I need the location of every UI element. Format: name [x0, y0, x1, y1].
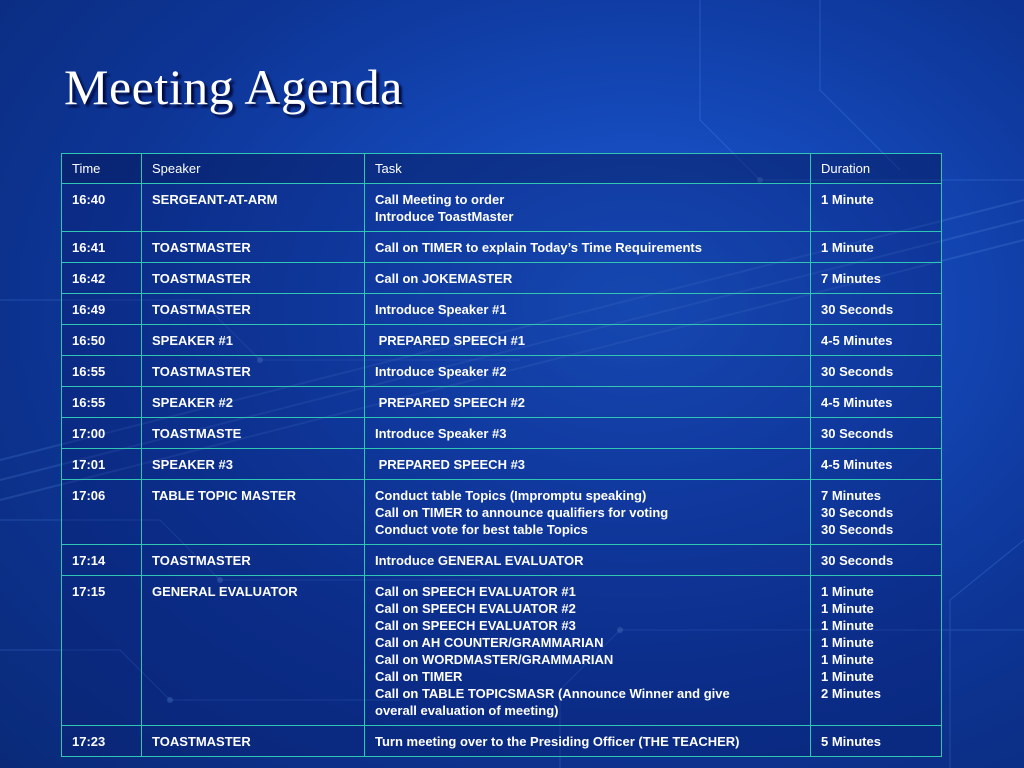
cell-task — [365, 726, 811, 757]
table-row — [62, 726, 942, 757]
table-row — [62, 480, 942, 545]
cell-duration — [811, 418, 942, 449]
duration-line: 30 Seconds — [821, 426, 894, 441]
duration-line: 7 Minutes — [821, 488, 881, 503]
cell-duration — [811, 545, 942, 576]
task-line: Call Meeting to order — [375, 192, 505, 207]
task-line: Introduce ToastMaster — [375, 209, 514, 224]
cell-speaker: SPEAKER #1 — [142, 325, 365, 356]
cell-duration — [811, 232, 942, 263]
cell-time: 16:50 — [62, 325, 142, 356]
duration-line: 30 Seconds — [821, 553, 894, 568]
cell-speaker: TOASTMASTER — [142, 726, 365, 757]
cell-duration — [811, 356, 942, 387]
task-line: Introduce GENERAL EVALUATOR — [375, 553, 584, 568]
duration-line: 1 Minute — [821, 601, 874, 616]
table-row — [62, 576, 942, 726]
duration-line: 1 Minute — [821, 618, 874, 633]
cell-time: 16:55 — [62, 356, 142, 387]
agenda-table — [61, 153, 942, 757]
cell-speaker: TOASTMASTER — [142, 294, 365, 325]
task-line: Call on TIMER to explain Today’s Time Requirements — [375, 240, 702, 255]
duration-line: 5 Minutes — [821, 734, 881, 749]
cell-speaker: SPEAKER #2 — [142, 387, 365, 418]
column-header-speaker: Speaker — [142, 154, 365, 184]
task-line: Turn meeting over to the Presiding Officer (THE TEACHER) — [375, 734, 740, 749]
task-line: PREPARED SPEECH #2 — [375, 395, 526, 410]
cell-time: 16:42 — [62, 263, 142, 294]
duration-line: 1 Minute — [821, 635, 874, 650]
cell-speaker: GENERAL EVALUATOR — [142, 576, 365, 726]
duration-line: 1 Minute — [821, 192, 874, 207]
task-line: Call on SPEECH EVALUATOR #2 — [375, 601, 576, 616]
task-line: Introduce Speaker #3 — [375, 426, 507, 441]
duration-line: 4-5 Minutes — [821, 333, 893, 348]
duration-line: 1 Minute — [821, 584, 874, 599]
task-line: Call on JOKEMASTER — [375, 271, 513, 286]
cell-duration — [811, 449, 942, 480]
task-line: Conduct vote for best table Topics — [375, 522, 588, 537]
column-header-duration: Duration — [811, 154, 942, 184]
cell-time: 16:55 — [62, 387, 142, 418]
duration-line: 2 Minutes — [821, 686, 881, 701]
task-line: Call on WORDMASTER/GRAMMARIAN — [375, 652, 614, 667]
cell-time: 17:06 — [62, 480, 142, 545]
cell-task — [365, 184, 811, 232]
task-line: overall evaluation of meeting) — [375, 703, 559, 718]
cell-task — [365, 325, 811, 356]
cell-task — [365, 387, 811, 418]
cell-duration — [811, 184, 942, 232]
table-header-row — [62, 154, 942, 184]
cell-speaker: SERGEANT-AT-ARM — [142, 184, 365, 232]
cell-duration — [811, 325, 942, 356]
cell-duration — [811, 263, 942, 294]
task-line: Introduce Speaker #1 — [375, 302, 507, 317]
table-row — [62, 184, 942, 232]
task-line: Call on TIMER to announce qualifiers for voting — [375, 505, 669, 520]
table-row — [62, 545, 942, 576]
cell-task — [365, 576, 811, 726]
cell-task — [365, 232, 811, 263]
cell-speaker: SPEAKER #3 — [142, 449, 365, 480]
task-line: Call on SPEECH EVALUATOR #3 — [375, 618, 576, 633]
cell-duration — [811, 480, 942, 545]
cell-speaker: TOASTMASTER — [142, 232, 365, 263]
duration-line: 30 Seconds — [821, 505, 894, 520]
column-header-time: Time — [62, 154, 142, 184]
cell-task — [365, 449, 811, 480]
cell-duration — [811, 576, 942, 726]
table-row — [62, 387, 942, 418]
task-line: Call on SPEECH EVALUATOR #1 — [375, 584, 576, 599]
task-line: Introduce Speaker #2 — [375, 364, 507, 379]
table-row — [62, 232, 942, 263]
cell-task — [365, 418, 811, 449]
agenda-table-body — [62, 184, 942, 757]
cell-time: 17:14 — [62, 545, 142, 576]
duration-line: 1 Minute — [821, 669, 874, 684]
cell-time: 16:49 — [62, 294, 142, 325]
cell-speaker: TOASTMASTE — [142, 418, 365, 449]
cell-speaker: TABLE TOPIC MASTER — [142, 480, 365, 545]
cell-duration — [811, 387, 942, 418]
cell-time: 16:41 — [62, 232, 142, 263]
table-row — [62, 449, 942, 480]
duration-line: 1 Minute — [821, 652, 874, 667]
table-row — [62, 356, 942, 387]
task-line: PREPARED SPEECH #1 — [375, 333, 526, 348]
page-title: Meeting Agenda — [64, 59, 403, 115]
cell-time: 17:01 — [62, 449, 142, 480]
cell-time: 17:23 — [62, 726, 142, 757]
cell-task — [365, 480, 811, 545]
cell-speaker: TOASTMASTER — [142, 263, 365, 294]
duration-line: 30 Seconds — [821, 522, 894, 537]
cell-time: 17:00 — [62, 418, 142, 449]
table-row — [62, 418, 942, 449]
table-row — [62, 294, 942, 325]
task-line: Call on AH COUNTER/GRAMMARIAN — [375, 635, 604, 650]
duration-line: 30 Seconds — [821, 302, 894, 317]
cell-time: 17:15 — [62, 576, 142, 726]
column-header-task: Task — [365, 154, 811, 184]
task-line: Call on TIMER — [375, 669, 463, 684]
cell-speaker: TOASTMASTER — [142, 356, 365, 387]
duration-line: 1 Minute — [821, 240, 874, 255]
duration-line: 4-5 Minutes — [821, 395, 893, 410]
duration-line: 30 Seconds — [821, 364, 894, 379]
task-line: PREPARED SPEECH #3 — [375, 457, 526, 472]
duration-line: 7 Minutes — [821, 271, 881, 286]
cell-duration — [811, 294, 942, 325]
cell-task — [365, 294, 811, 325]
cell-task — [365, 263, 811, 294]
cell-task — [365, 356, 811, 387]
task-line: Call on TABLE TOPICSMASR (Announce Winner and give — [375, 686, 730, 701]
cell-time: 16:40 — [62, 184, 142, 232]
table-row — [62, 325, 942, 356]
cell-speaker: TOASTMASTER — [142, 545, 365, 576]
duration-line: 4-5 Minutes — [821, 457, 893, 472]
cell-duration — [811, 726, 942, 757]
task-line: Conduct table Topics (Impromptu speaking) — [375, 488, 647, 503]
cell-task — [365, 545, 811, 576]
table-row — [62, 263, 942, 294]
